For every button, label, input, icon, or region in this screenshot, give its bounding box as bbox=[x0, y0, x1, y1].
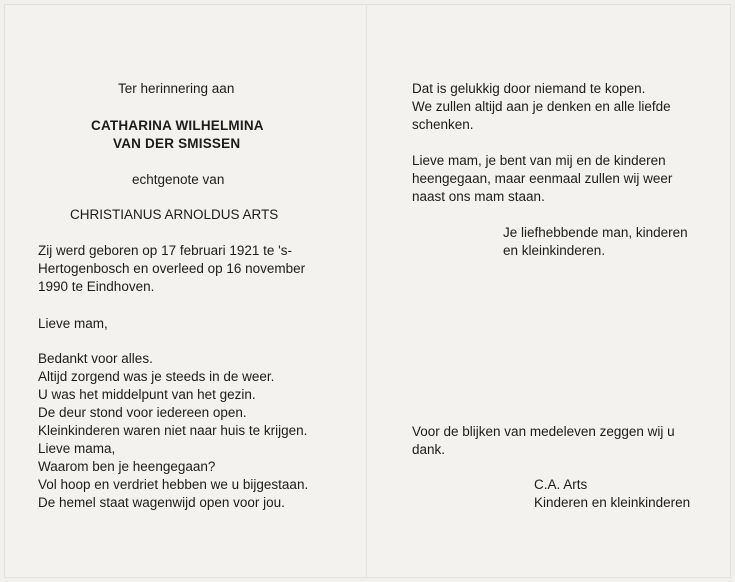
signature-line: C.A. Arts bbox=[534, 477, 588, 492]
signature-line: Kinderen en kleinkinderen bbox=[534, 495, 691, 510]
fold-line bbox=[366, 4, 367, 578]
spouse-name: CHRISTIANUS ARNOLDUS ARTS bbox=[70, 207, 279, 222]
deceased-name-line1: CATHARINA WILHELMINA bbox=[91, 118, 264, 133]
thanks-line: Voor de blijken van medeleven zeggen wij u bbox=[412, 424, 675, 439]
para2-line: heengegaan, maar eenmaal zullen wij weer bbox=[412, 171, 673, 186]
poem-line: De hemel staat wagenwijd open voor jou. bbox=[38, 495, 285, 510]
bio-line: Zij werd geboren op 17 februari 1921 te 's- bbox=[38, 243, 292, 258]
para2-line: Lieve mam, je bent van mij en de kinderen bbox=[412, 153, 666, 168]
poem-line: Bedankt voor alles. bbox=[38, 351, 153, 366]
poem-line: De deur stond voor iedereen open. bbox=[38, 405, 247, 420]
poem-line: Waarom ben je heengegaan? bbox=[38, 459, 216, 474]
signoff-line: Je liefhebbende man, kinderen bbox=[503, 225, 688, 240]
poem-line: Altijd zorgend was je steeds in de weer. bbox=[38, 369, 275, 384]
thanks-line: dank. bbox=[412, 442, 446, 457]
poem-line: Kleinkinderen waren niet naar huis te krijgen. bbox=[38, 423, 308, 438]
deceased-name-line2: VAN DER SMISSEN bbox=[113, 136, 241, 151]
bio-line: Hertogenbosch en overleed op 16 november bbox=[38, 261, 306, 276]
para1-line: We zullen altijd aan je denken en alle liefde bbox=[412, 99, 671, 114]
para2-line: naast ons mam staan. bbox=[412, 189, 545, 204]
poem-line: Vol hoop en verdriet hebben we u bijgestaan. bbox=[38, 477, 309, 492]
spouse-intro: echtgenote van bbox=[132, 172, 225, 187]
para1-line: Dat is gelukkig door niemand te kopen. bbox=[412, 81, 646, 96]
bio-line: 1990 te Eindhoven. bbox=[38, 279, 155, 294]
intro-text: Ter herinnering aan bbox=[118, 81, 235, 96]
poem-line: U was het middelpunt van het gezin. bbox=[38, 387, 256, 402]
signoff-line: en kleinkinderen. bbox=[503, 243, 606, 258]
poem-line: Lieve mama, bbox=[38, 441, 116, 456]
salutation: Lieve mam, bbox=[38, 316, 108, 331]
para1-line: schenken. bbox=[412, 117, 474, 132]
